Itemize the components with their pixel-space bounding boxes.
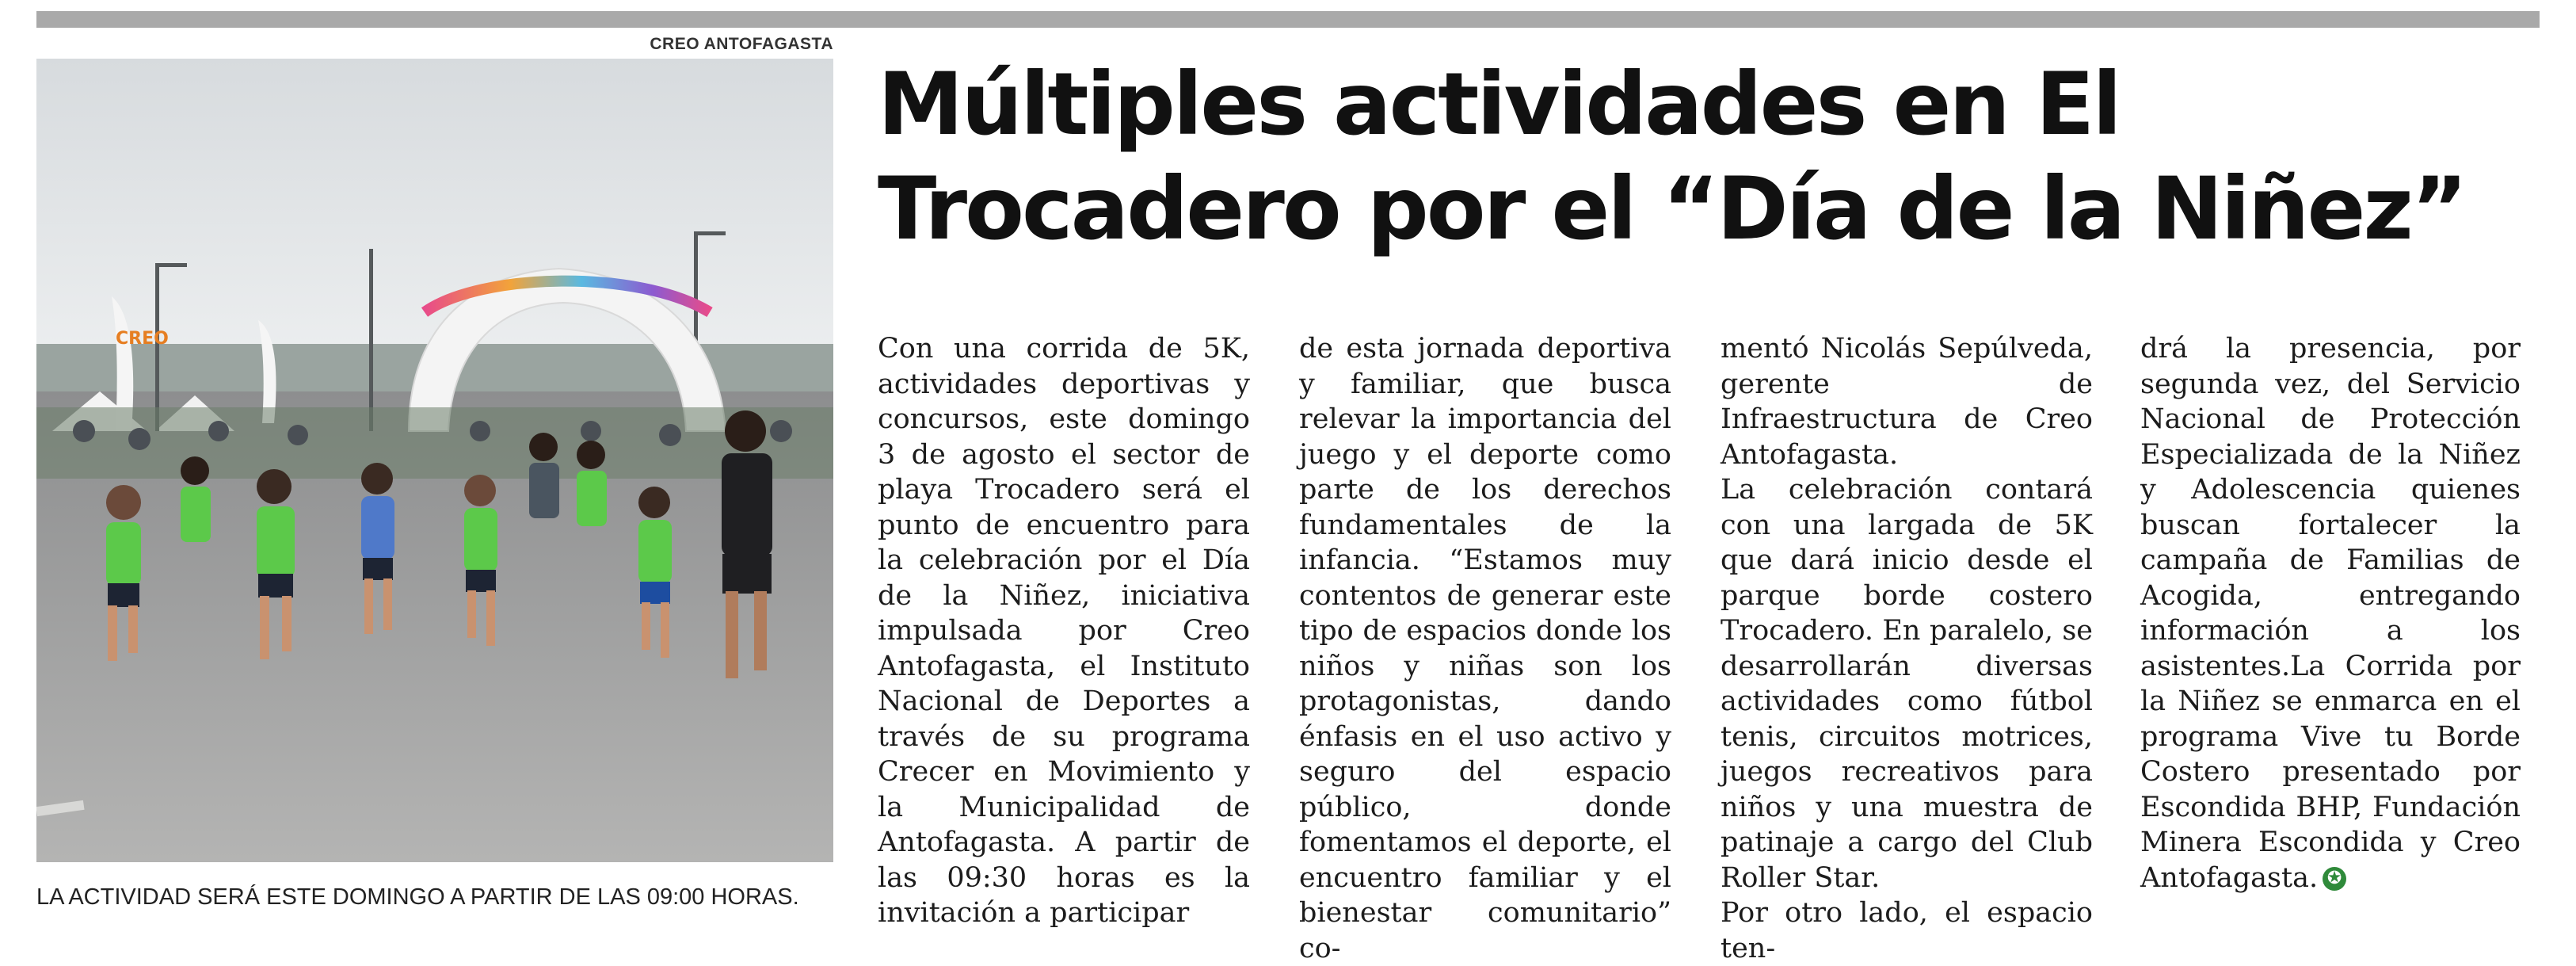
article-column-1: [878, 331, 1250, 931]
article-paragraph: La celebración contará con una largada de 5K que dará inicio desde el parque borde costero Trocadero. En paralelo, se desarrollarán diversas actividades como fútbol tenis, circuitos motrices, juegos recreativos para niños y una muestra de patinaje a cargo del Club Roller Star.: [1721, 474, 2093, 894]
photo-credit: CREO ANTOFAGASTA: [650, 35, 833, 53]
article-paragraph: Con una corrida de 5K, actividades deportivas y concursos, este domingo 3 de agosto el sector de playa Trocadero será el punto de encuentro para la celebración por el Día de la Niñez, iniciativa impulsada por Creo Antofagasta, el Instituto Nacional de Deportes a través de su programa Crecer en Movimiento y la Municipalidad de Antofagasta. A partir de las 09:30 horas es la invitación a participar: [878, 333, 1250, 929]
headline: [878, 52, 2541, 262]
article-paragraph: mentó Nicolás Sepúlveda, gerente de Infraestructura de Creo Antofagasta.: [1721, 333, 2093, 471]
photo-caption: LA ACTIVIDAD SERÁ ESTE DOMINGO A PARTIR DE LAS 09:00 HORAS.: [36, 884, 799, 910]
article-paragraph: [2140, 331, 2521, 895]
headline-line-2: Trocadero por el “Día de la Niñez”: [878, 158, 2466, 259]
article-photo: [36, 59, 833, 862]
article-column-3: [1721, 331, 2093, 966]
article-column-2: [1299, 331, 1671, 966]
article-column-4: [2140, 331, 2521, 895]
article-paragraph: de esta jornada deportiva y familiar, que busca relevar la importancia del juego y el deporte como parte de los derechos fundamentales de la infancia. “Estamos muy contentos de generar este tipo de espacios donde los niños y niñas son los protagonistas, dando énfasis en el uso activo y seguro del espacio público, donde fomentamos el deporte, el encuentro familiar y el bienestar comunitario” co-: [1299, 333, 1671, 964]
top-rule: [36, 11, 2540, 28]
article-paragraph: Por otro lado, el espacio ten-: [1721, 897, 2093, 964]
photo-sign-text: CREO: [116, 329, 169, 349]
headline-line-1: Múltiples actividades en El: [878, 54, 2120, 155]
article-paragraph-text: drá la presencia, por segunda vez, del Servicio Nacional de Protección Especializada de la Niñez y Adolescencia quienes buscan fortalecer la campaña de Familias de Acogida, entregando información a los asistentes.La Corrida por la Niñez se enmarca en el programa Vive tu Borde Costero presentado por Escondida BHP, Fundación Minera Escondida y Creo Antofagasta.: [2140, 333, 2521, 894]
star-icon: ✪: [2323, 867, 2346, 891]
